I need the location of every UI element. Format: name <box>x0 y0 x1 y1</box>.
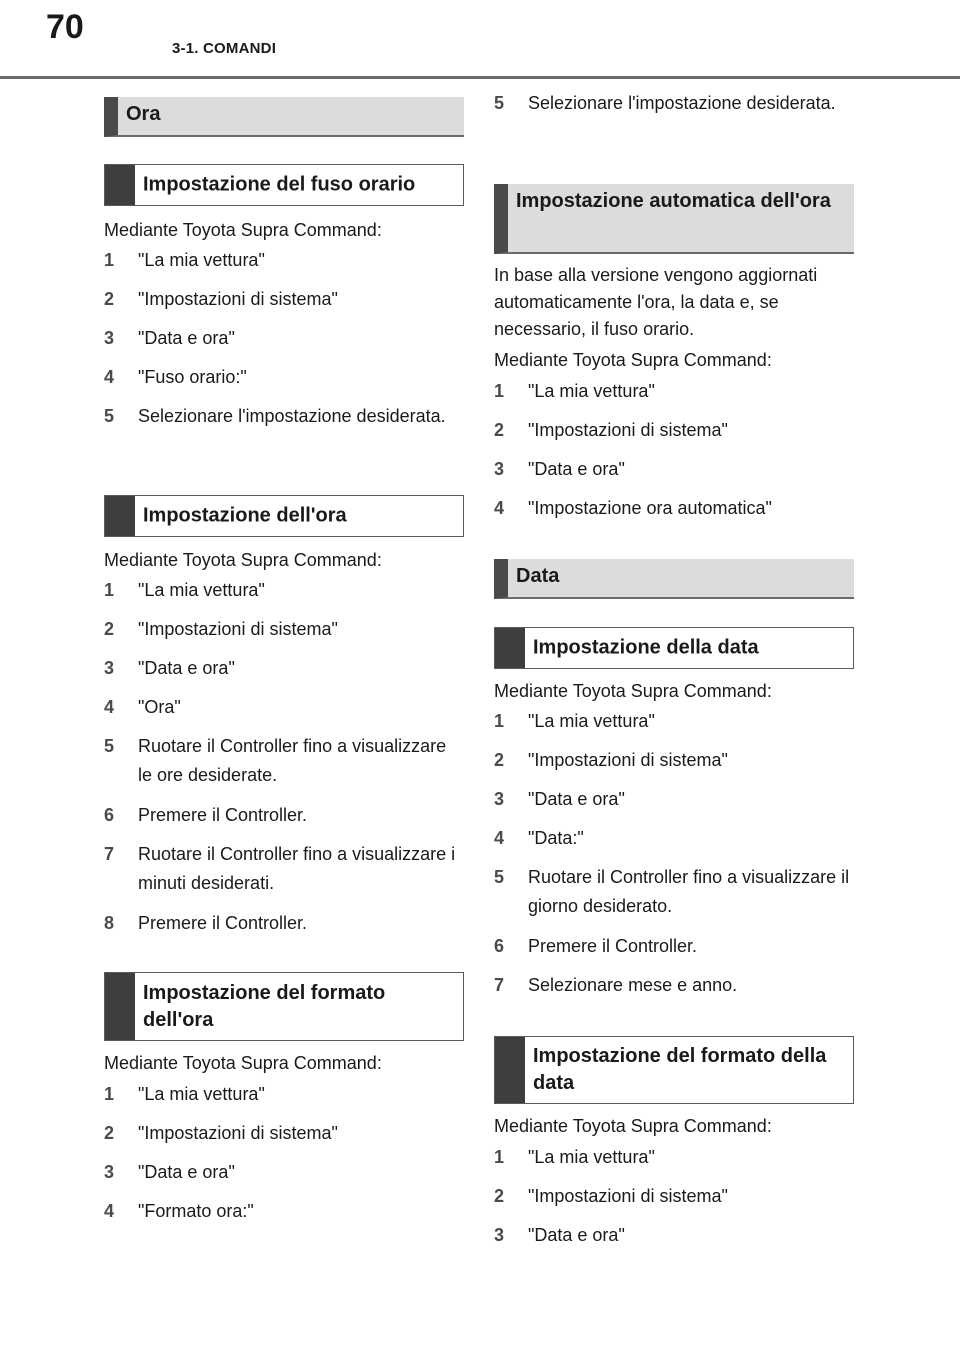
step-text: "La mia vettura" <box>138 250 265 270</box>
step-number: 3 <box>104 1162 115 1182</box>
step-number: 6 <box>104 805 115 825</box>
step-item <box>494 377 854 406</box>
subsection-data <box>494 627 854 669</box>
step-text: "Impostazioni di sistema" <box>138 619 338 639</box>
step-text: Selezionare l'impostazione desiderata. <box>138 406 446 426</box>
step-item <box>104 363 464 392</box>
step-number: 7 <box>494 975 505 995</box>
step-text: Premere il Controller. <box>528 936 698 956</box>
step-number: 1 <box>494 381 505 401</box>
step-item <box>494 932 854 961</box>
step-number: 2 <box>494 1186 505 1206</box>
page-number: 70 <box>46 8 84 46</box>
subsection-title: Impostazione del formato della data <box>533 1045 827 1094</box>
step-text: Ruotare il Controller fino a visualizzare il giorno desiderato. <box>528 867 850 916</box>
intro-text: Mediante Toyota Supra Command: <box>494 681 772 701</box>
step-item <box>494 863 854 921</box>
step-text: "La mia vettura" <box>528 381 655 401</box>
subsection-marker <box>105 165 135 205</box>
step-number: 3 <box>494 459 505 479</box>
step-number: 4 <box>104 1201 115 1221</box>
step-number: 3 <box>104 328 115 348</box>
step-item <box>104 909 464 938</box>
subsection-title: Impostazione dell'ora <box>143 504 347 527</box>
step-number: 1 <box>494 1147 505 1167</box>
step-item <box>104 801 464 830</box>
step-number: 6 <box>494 936 505 956</box>
step-text: "Impostazioni di sistema" <box>528 1186 728 1206</box>
subsection-formato-data <box>494 1036 854 1104</box>
step-number: 1 <box>104 580 115 600</box>
step-number: 1 <box>104 250 115 270</box>
step-text: Premere il Controller. <box>138 805 308 825</box>
step-text: "La mia vettura" <box>138 1084 265 1104</box>
step-text: "Data e ora" <box>528 1225 625 1245</box>
intro-text: Mediante Toyota Supra Command: <box>494 350 772 370</box>
step-text: "Impostazione ora automatica" <box>528 498 772 518</box>
step-number: 5 <box>494 93 505 113</box>
step-text: "La mia vettura" <box>528 711 655 731</box>
step-text: "Impostazioni di sistema" <box>138 289 338 309</box>
step-text: "Data e ora" <box>528 789 625 809</box>
step-number: 2 <box>494 420 505 440</box>
step-text: "La mia vettura" <box>138 580 265 600</box>
step-number: 4 <box>494 498 505 518</box>
step-text: "Ora" <box>138 697 181 717</box>
subsection-fuso-orario <box>104 164 464 206</box>
intro-text: Mediante Toyota Supra Command: <box>104 220 382 240</box>
subsection-formato-ora <box>104 972 464 1041</box>
step-text: "Formato ora:" <box>138 1201 254 1221</box>
subsection-marker <box>495 1037 525 1103</box>
step-number: 1 <box>494 711 505 731</box>
page-header <box>0 0 960 80</box>
step-text: "La mia vettura" <box>528 1147 655 1167</box>
step-number: 4 <box>104 697 115 717</box>
step-item <box>104 732 464 790</box>
step-item <box>494 1221 854 1250</box>
step-item <box>494 455 854 484</box>
step-item <box>104 1119 464 1148</box>
step-number: 5 <box>104 736 115 756</box>
step-number: 8 <box>104 913 115 933</box>
step-item <box>494 707 854 736</box>
step-number: 3 <box>494 789 505 809</box>
step-text: Selezionare mese e anno. <box>528 975 738 995</box>
subsection-title: Impostazione della data <box>533 636 759 659</box>
step-item <box>494 785 854 814</box>
step-item <box>104 402 464 431</box>
step-text: Ruotare il Controller fino a visualizzare i minuti desiderati. <box>138 844 456 893</box>
step-number: 3 <box>494 1225 505 1245</box>
step-text: "Impostazioni di sistema" <box>528 420 728 440</box>
step-item <box>104 246 464 275</box>
section-title-data: Data <box>494 559 854 599</box>
step-number: 4 <box>104 367 115 387</box>
step-item <box>494 1182 854 1211</box>
step-item <box>104 324 464 353</box>
step-item <box>104 654 464 683</box>
step-text: Ruotare il Controller fino a visualizzare le ore desiderate. <box>138 736 447 785</box>
step-item <box>494 824 854 853</box>
step-number: 2 <box>104 289 115 309</box>
step-text: "Fuso orario:" <box>138 367 247 387</box>
step-item <box>494 1143 854 1172</box>
subsection-marker <box>105 496 135 536</box>
step-number: 3 <box>104 658 115 678</box>
intro-text: Mediante Toyota Supra Command: <box>104 1053 382 1073</box>
step-text: "Data e ora" <box>138 328 235 348</box>
step-item <box>494 494 854 523</box>
step-text: "Data:" <box>528 828 584 848</box>
step-number: 1 <box>104 1084 115 1104</box>
step-item <box>104 840 464 898</box>
step-number: 5 <box>494 867 505 887</box>
description-text: In base alla versione vengono aggiornati automaticamente l'ora, la data e, se necessario, il fuso orario. <box>494 265 818 339</box>
intro-text: Mediante Toyota Supra Command: <box>494 1116 772 1136</box>
step-item <box>104 615 464 644</box>
subsection-ora <box>104 495 464 537</box>
section-title-auto: Impostazione automatica dell'ora <box>494 184 854 254</box>
subsection-title: Impostazione del formato dell'ora <box>143 981 386 1031</box>
step-number: 4 <box>494 828 505 848</box>
step-item <box>104 693 464 722</box>
step-number: 2 <box>104 1123 115 1143</box>
subsection-marker <box>105 973 135 1040</box>
step-number: 5 <box>104 406 115 426</box>
step-number: 7 <box>104 844 115 864</box>
step-text: "Data e ora" <box>138 658 235 678</box>
step-item <box>104 1080 464 1109</box>
step-item <box>494 746 854 775</box>
step-text: "Data e ora" <box>528 459 625 479</box>
step-item <box>494 416 854 445</box>
step-text: "Impostazioni di sistema" <box>138 1123 338 1143</box>
subsection-marker <box>495 628 525 668</box>
step-text: "Impostazioni di sistema" <box>528 750 728 770</box>
step-number: 2 <box>494 750 505 770</box>
chapter-title: 3-1. COMANDI <box>172 40 277 57</box>
step-text: "Data e ora" <box>138 1162 235 1182</box>
step-item <box>104 285 464 314</box>
step-item <box>494 89 854 118</box>
step-item <box>104 576 464 605</box>
step-item <box>104 1158 464 1187</box>
step-item <box>494 971 854 1000</box>
header-divider <box>0 76 960 79</box>
step-text: Selezionare l'impostazione desiderata. <box>528 93 836 113</box>
step-item <box>104 1197 464 1226</box>
subsection-title: Impostazione del fuso orario <box>143 173 416 196</box>
section-title-ora: Ora <box>104 97 464 137</box>
intro-text: Mediante Toyota Supra Command: <box>104 550 382 570</box>
step-text: Premere il Controller. <box>138 913 308 933</box>
step-number: 2 <box>104 619 115 639</box>
